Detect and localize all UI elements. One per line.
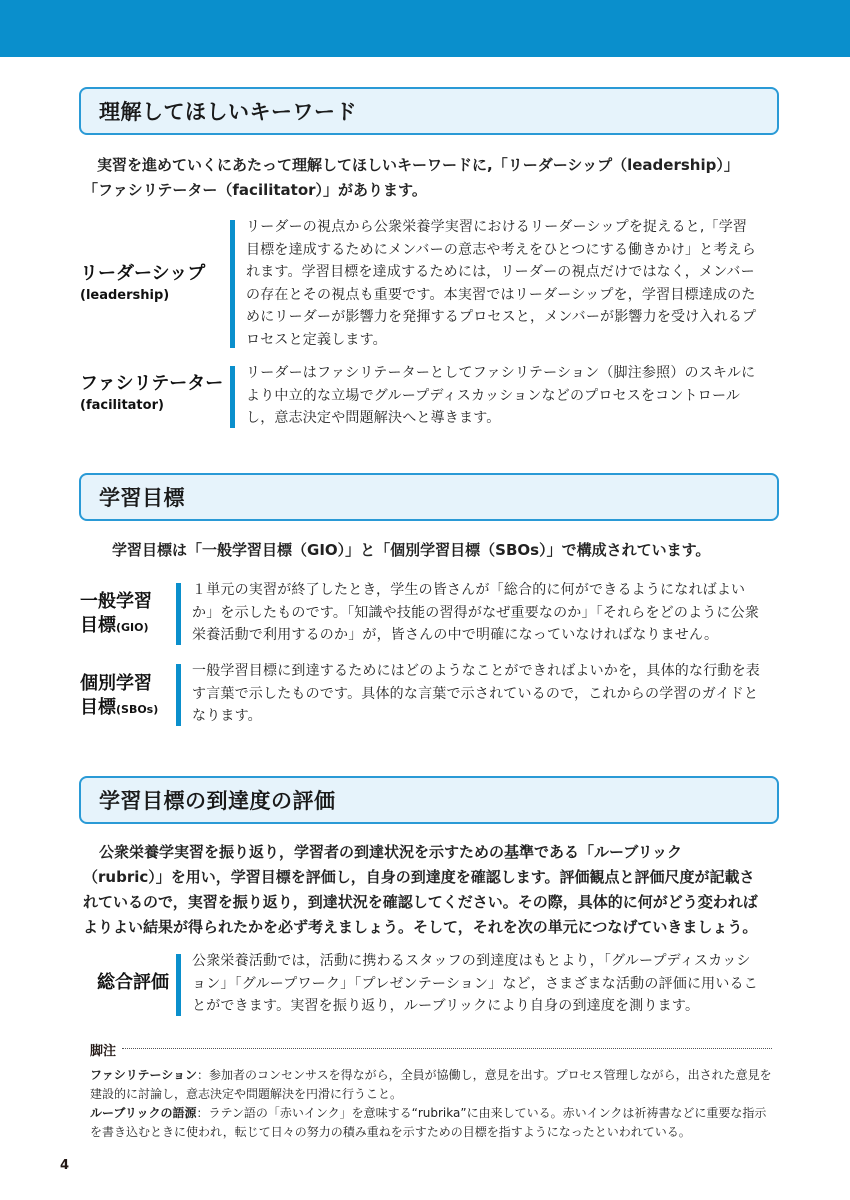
footnote-item: [90, 1104, 775, 1142]
accent-bar: [230, 220, 235, 348]
term-label: 総合評価: [97, 972, 169, 993]
keywords-intro-line2: 「ファシリテーター（facilitator）」があります。: [83, 181, 427, 199]
accent-bar: [176, 954, 181, 1016]
term-label: 個別学習: [80, 673, 152, 694]
term-label: ファシリテーター: [80, 373, 224, 394]
section-title: 学習目標の到達度の評価: [99, 789, 336, 813]
accent-bar: [176, 583, 181, 645]
footnote-item: [90, 1066, 775, 1104]
term-label: 一般学習: [80, 591, 152, 612]
desc-overall: 公衆栄養活動では，活動に携わるスタッフの到達度はもとより，「グループディスカッション」「グループワーク」「プレゼンテーション」など，さまざまな活動の評価に用いることができます。実習を振り返り，ルーブリックにより自身の到達度を測ります。: [192, 953, 758, 1014]
section-heading-keywords: [79, 87, 779, 135]
term-label: 目標: [80, 615, 116, 636]
accent-bar: [176, 664, 181, 726]
desc-gio: １単元の実習が終了したとき，学生の皆さんが「総合的に何ができるようになればよいか」を示したものです。「知識や技能の習得がなぜ重要なのか」「それらをどのように公衆栄養活動で利用するのか」が，皆さんの中で明確になっていなければなりません。: [192, 582, 760, 643]
desc-leadership: リーダーの視点から公衆栄養学実習におけるリーダーシップを捉えると,「学習目標を達成するためにメンバーの意志や考えをひとつにする働きかけ」と考えられます。学習目標を達成するためには，リーダーの視点だけではなく，メンバーの存在とその視点も重要です。本実習ではリーダーシップを，学習目標達成のためにリーダーが影響力を発揮するプロセスと，メンバーが影響力を受け入れるプロセスと定義します。: [246, 219, 757, 348]
top-color-band: [0, 0, 850, 57]
footnote-term: ルーブリックの語源: [90, 1106, 197, 1120]
footnote-divider: [122, 1048, 772, 1049]
term-abbr: (GIO): [116, 621, 149, 634]
term-leadership: [80, 262, 205, 306]
term-sub: (leadership): [80, 288, 170, 303]
term-facilitator: [80, 372, 223, 416]
desc-facilitator: リーダーはファシリテーターとしてファシリテーション（脚注参照）のスキルにより中立的な立場でグループディスカッションなどのプロセスをコントロールし，意志決定や問題解決へと導きます。: [246, 365, 756, 426]
footnote-text: ：ラテン語の「赤いインク」を意味する“rubrika”に由来している。赤いインクは祈祷書などに重要な指示を書き込むときに使われ，転じて日々の努力の積み重ねを示すための目標を指すようになったといわれている。: [90, 1106, 767, 1139]
term-label: 目標: [80, 697, 116, 718]
term-sub: (facilitator): [80, 398, 164, 413]
footnote-text: ：参加者のコンセンサスを得ながら，全員が協働し，意見を出す。プロセス管理しながら，出された意見を建設的に討論し，意志決定や問題解決を円滑に行うこと。: [90, 1068, 772, 1101]
desc-sbos: 一般学習目標に到達するためにはどのようなことができればよいかを，具体的な行動を表す言葉で示したものです。具体的な言葉で示されているので，これからの学習のガイドとなります。: [192, 663, 760, 724]
footnote-heading: 脚注: [90, 1044, 117, 1059]
term-gio: [80, 590, 152, 640]
section-heading-evaluation: [79, 776, 779, 824]
section-heading-objectives: [79, 473, 779, 521]
term-label: リーダーシップ: [80, 263, 206, 284]
section-title: 学習目標: [99, 486, 185, 510]
term-abbr: (SBOs): [116, 703, 159, 716]
objectives-intro: 学習目標は「一般学習目標（GIO）」と「個別学習目標（SBOs）」で構成されています。: [112, 541, 711, 559]
term-sbos: [80, 672, 158, 722]
accent-bar: [230, 366, 235, 428]
page-number: 4: [60, 1158, 70, 1173]
section-title: 理解してほしいキーワード: [99, 100, 357, 124]
term-overall: [97, 971, 169, 995]
evaluation-intro: 公衆栄養学実習を振り返り，学習者の到達状況を示すための基準である「ルーブリック（rubric）」を用い，学習目標を評価し，自身の到達度を確認します。評価観点と評価尺度が記載されているので，実習を振り返り，到達状況を確認してください。その際，具体的に何がどう変わればよりよい結果が得られたかを必ず考えましょう。そして，それを次の単元につなげていきましょう。: [83, 843, 758, 936]
keywords-intro-line1: 実習を進めていくにあたって理解してほしいキーワードに,「リーダーシップ（leadership）」: [97, 156, 739, 174]
footnote-term: ファシリテーション: [90, 1068, 198, 1082]
